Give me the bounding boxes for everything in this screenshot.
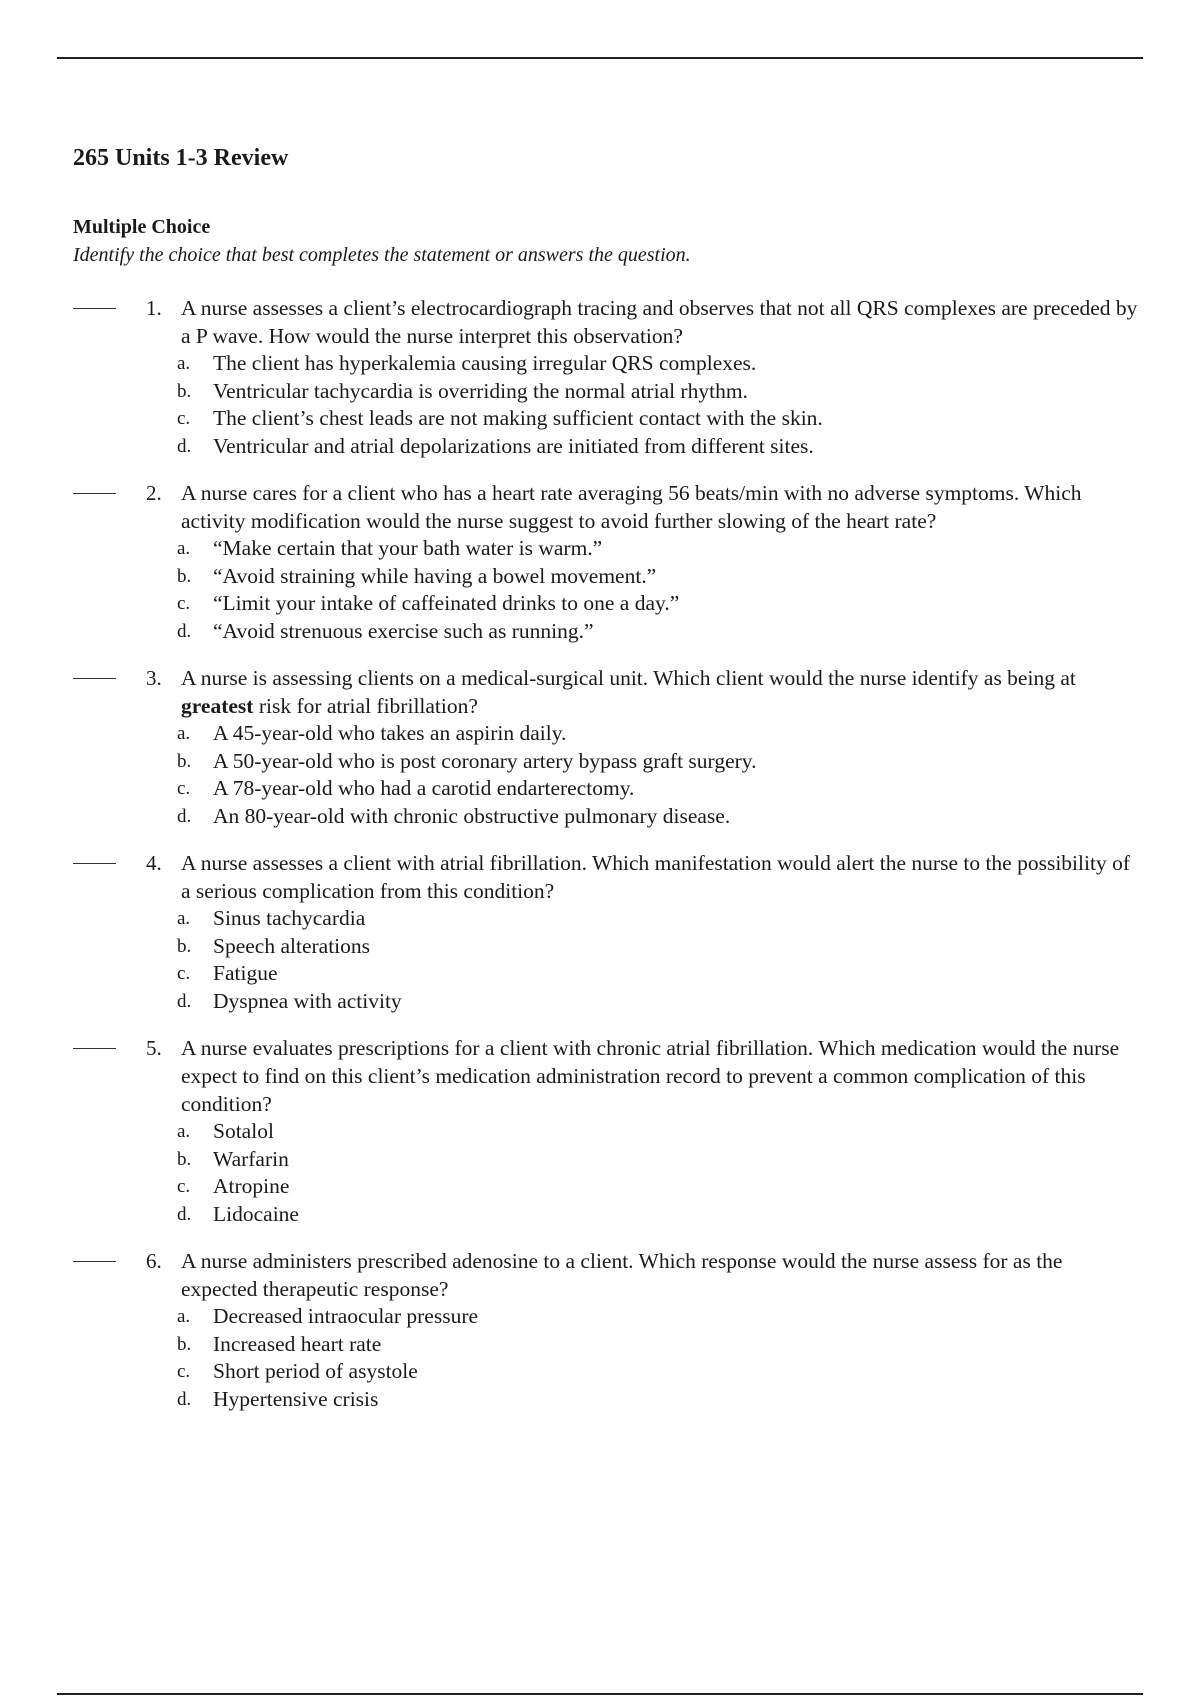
- choice-letter: c.: [177, 963, 191, 984]
- choice-list: [73, 1118, 1143, 1228]
- choice-list: [73, 535, 1143, 645]
- answer-choice: [73, 618, 1143, 646]
- answer-choice: [73, 720, 1143, 748]
- choice-letter: a.: [177, 538, 191, 559]
- answer-blank[interactable]: [73, 1261, 116, 1262]
- choice-letter: b.: [177, 935, 192, 957]
- choice-text: An 80-year-old with chronic obstructive pulmonary disease.: [213, 803, 731, 828]
- question-number: 2.: [146, 481, 162, 505]
- choice-letter: c.: [177, 1176, 191, 1197]
- answer-choice: [73, 988, 1143, 1016]
- answer-choice: [73, 378, 1143, 406]
- answer-choice: [73, 1386, 1143, 1414]
- choice-text: Sinus tachycardia: [213, 906, 366, 930]
- choice-letter: d.: [177, 1203, 192, 1225]
- stem-text: A nurse cares for a client who has a heart rate averaging 56 beats/min with no adverse symptoms. Which activity modification would the nurse suggest to avoid further slowing of the heart rate?: [181, 481, 1082, 533]
- question-number: 4.: [146, 851, 162, 875]
- choice-list: [73, 905, 1143, 1015]
- question-number: 6.: [146, 1249, 162, 1273]
- stem-text: A nurse is assessing clients on a medical-surgical unit. Which client would the nurse identify as being at: [181, 666, 1076, 690]
- choice-letter: b.: [177, 380, 192, 402]
- choice-list: [73, 720, 1143, 830]
- answer-choice: [73, 1331, 1143, 1359]
- answer-choice: [73, 535, 1143, 563]
- choice-letter: c.: [177, 1361, 191, 1382]
- stem-text: A nurse assesses a client’s electrocardiograph tracing and observes that not all QRS complexes are preceded by a P wave. How would the nurse interpret this observation?: [181, 296, 1138, 348]
- question-stem: [181, 849, 1141, 905]
- answer-choice: [73, 590, 1143, 618]
- question-number: 1.: [146, 296, 162, 320]
- answer-choice: [73, 933, 1143, 961]
- choice-letter: a.: [177, 1121, 191, 1142]
- question-2: [73, 479, 1143, 645]
- choice-text: The client’s chest leads are not making sufficient contact with the skin.: [213, 406, 823, 430]
- question-stem: [181, 664, 1141, 720]
- answer-choice: [73, 1146, 1143, 1174]
- stem-text: A nurse assesses a client with atrial fibrillation. Which manifestation would alert the nurse to the possibility of a serious complication from this condition?: [181, 851, 1130, 903]
- header-rule: [57, 57, 1143, 59]
- answer-choice: [73, 748, 1143, 776]
- choice-list: [73, 350, 1143, 460]
- answer-blank[interactable]: [73, 1048, 116, 1049]
- choice-text: A 78-year-old who had a carotid endarterectomy.: [213, 776, 635, 800]
- instructions: Identify the choice that best completes the statement or answers the question.: [73, 244, 691, 266]
- answer-choice: [73, 905, 1143, 933]
- choice-list: [73, 1303, 1143, 1413]
- stem-text: A nurse administers prescribed adenosine to a client. Which response would the nurse assess for as the expected therapeutic response?: [181, 1249, 1063, 1301]
- choice-text: Atropine: [213, 1174, 290, 1198]
- choice-text: Decreased intraocular pressure: [213, 1304, 479, 1328]
- question-stem: [181, 1247, 1141, 1303]
- choice-text: The client has hyperkalemia causing irregular QRS complexes.: [213, 351, 757, 375]
- answer-choice: [73, 960, 1143, 988]
- choice-text: Ventricular tachycardia is overriding the normal atrial rhythm.: [213, 378, 748, 403]
- choice-text: “Avoid strenuous exercise such as running.”: [213, 618, 594, 643]
- choice-letter: d.: [177, 435, 192, 457]
- choice-text: Hypertensive crisis: [213, 1386, 379, 1411]
- choice-text: “Limit your intake of caffeinated drinks to one a day.”: [213, 591, 680, 615]
- answer-choice: [73, 563, 1143, 591]
- choice-text: Sotalol: [213, 1119, 274, 1143]
- choice-letter: a.: [177, 723, 191, 744]
- choice-letter: a.: [177, 1306, 191, 1327]
- choice-text: “Make certain that your bath water is warm.”: [213, 536, 603, 560]
- choice-letter: c.: [177, 593, 191, 614]
- answer-choice: [73, 1173, 1143, 1201]
- question-number: 3.: [146, 666, 162, 690]
- choice-text: Increased heart rate: [213, 1331, 382, 1356]
- answer-choice: [73, 775, 1143, 803]
- question-stem: [181, 1034, 1141, 1118]
- question-stem: [181, 294, 1141, 350]
- choice-text: A 45-year-old who takes an aspirin daily.: [213, 721, 567, 745]
- answer-choice: [73, 405, 1143, 433]
- choice-letter: b.: [177, 1333, 192, 1355]
- document-title: 265 Units 1-3 Review: [73, 145, 289, 171]
- choice-text: Fatigue: [213, 961, 278, 985]
- choice-letter: c.: [177, 408, 191, 429]
- answer-choice: [73, 1201, 1143, 1229]
- choice-text: Dyspnea with activity: [213, 988, 402, 1013]
- question-number: 5.: [146, 1036, 162, 1060]
- answer-blank[interactable]: [73, 863, 116, 864]
- question-5: [73, 1034, 1143, 1228]
- question-3: [73, 664, 1143, 830]
- stem-emphasis: greatest: [181, 694, 254, 718]
- choice-letter: a.: [177, 908, 191, 929]
- choice-text: “Avoid straining while having a bowel movement.”: [213, 563, 657, 588]
- answer-choice: [73, 350, 1143, 378]
- choice-letter: d.: [177, 805, 192, 827]
- answer-blank[interactable]: [73, 493, 116, 494]
- choice-letter: d.: [177, 1388, 192, 1410]
- choice-letter: d.: [177, 990, 192, 1012]
- answer-choice: [73, 1118, 1143, 1146]
- question-6: [73, 1247, 1143, 1413]
- question-stem: [181, 479, 1141, 535]
- footer-rule: [57, 1693, 1143, 1695]
- answer-choice: [73, 803, 1143, 831]
- choice-text: Speech alterations: [213, 933, 371, 958]
- question-1: [73, 294, 1143, 460]
- choice-text: Lidocaine: [213, 1201, 299, 1226]
- choice-text: A 50-year-old who is post coronary artery bypass graft surgery.: [213, 748, 757, 773]
- choice-letter: c.: [177, 778, 191, 799]
- choice-letter: d.: [177, 620, 192, 642]
- choice-text: Ventricular and atrial depolarizations are initiated from different sites.: [213, 433, 814, 458]
- answer-choice: [73, 433, 1143, 461]
- choice-letter: a.: [177, 353, 191, 374]
- choice-text: Short period of asystole: [213, 1359, 418, 1383]
- answer-choice: [73, 1303, 1143, 1331]
- answer-blank[interactable]: [73, 678, 116, 679]
- answer-choice: [73, 1358, 1143, 1386]
- choice-letter: b.: [177, 750, 192, 772]
- choice-text: Warfarin: [213, 1146, 289, 1171]
- answer-blank[interactable]: [73, 308, 116, 309]
- question-4: [73, 849, 1143, 1015]
- stem-text: A nurse evaluates prescriptions for a client with chronic atrial fibrillation. Which medication would the nurse expect to find on this client’s medication administration record to prevent a common complication of this condition?: [181, 1036, 1120, 1116]
- question-list: [73, 294, 1143, 1432]
- section-title: Multiple Choice: [73, 216, 211, 238]
- choice-letter: b.: [177, 1148, 192, 1170]
- stem-text: risk for atrial fibrillation?: [253, 694, 478, 718]
- choice-letter: b.: [177, 565, 192, 587]
